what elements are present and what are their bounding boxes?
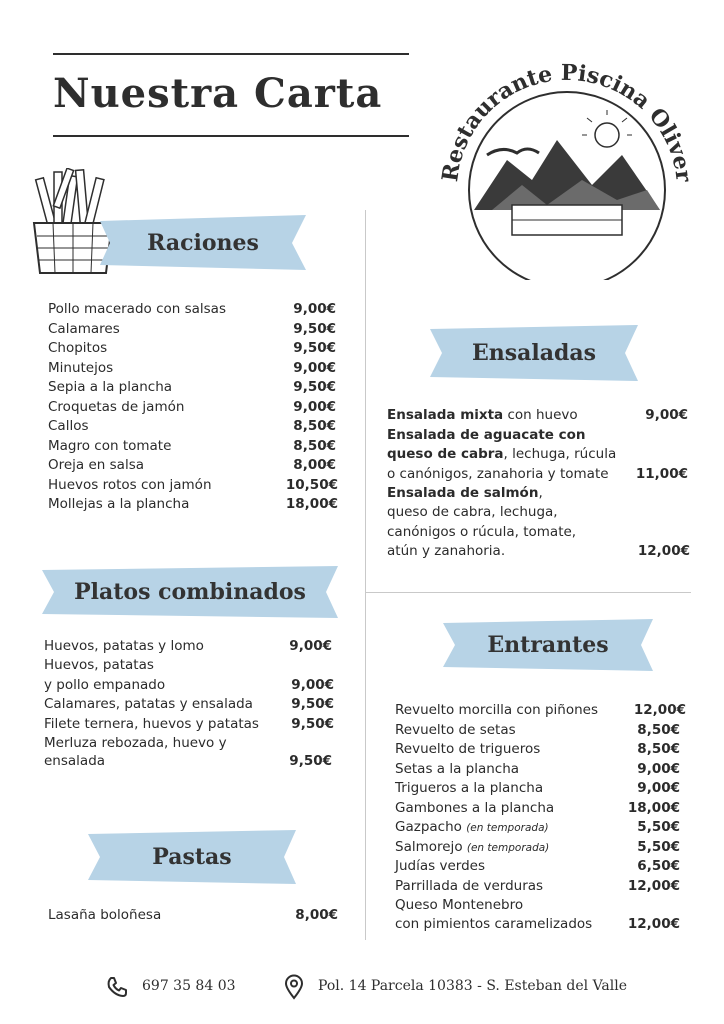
restaurant-logo xyxy=(432,40,702,280)
menu-item: Croquetas de jamón xyxy=(48,398,185,415)
item-name-rest: con huevo xyxy=(503,407,578,423)
menu-item: Lasaña boloñesa xyxy=(48,907,162,923)
item-name-bold: Ensalada de salmón xyxy=(387,485,539,501)
menu-item-price: 8,50€ xyxy=(637,722,680,738)
menu-item: con pimientos caramelizados xyxy=(395,916,593,932)
raciones-banner xyxy=(100,215,306,270)
entrantes-banner xyxy=(443,619,653,671)
menu-item: Huevos, patatas xyxy=(44,657,154,673)
item-note: (en temporada) xyxy=(466,822,549,834)
menu-item-price: 9,50€ xyxy=(293,340,336,356)
menu-item: queso de cabra, lechuga, xyxy=(387,504,558,520)
menu-item: ensalada xyxy=(44,753,106,769)
item-note: (en temporada) xyxy=(466,842,550,854)
menu-item: Mollejas a la plancha xyxy=(48,496,190,512)
menu-item-price: 9,50€ xyxy=(293,320,336,337)
menu-item-price: 9,00€ xyxy=(637,761,680,777)
menu-item-price: 18,00€ xyxy=(627,800,680,816)
menu-item-price: 8,50€ xyxy=(637,741,680,757)
menu-item: Ensalada de aguacate con xyxy=(387,427,586,443)
menu-item-price: 12,00€ xyxy=(637,543,690,559)
menu-item-price: 8,50€ xyxy=(293,418,336,434)
title-rule-bottom xyxy=(53,135,409,137)
menu-item: Revuelto de trigueros xyxy=(395,741,541,757)
menu-item-price: 5,50€ xyxy=(637,839,680,855)
menu-item-price: 9,50€ xyxy=(289,753,332,769)
menu-item-price: 8,00€ xyxy=(295,907,338,923)
menu-item: o canónigos, zanahoria y tomate xyxy=(387,466,609,482)
menu-item: Huevos, patatas y lomo xyxy=(44,638,204,654)
menu-item-price: 9,00€ xyxy=(637,780,680,796)
pastas-banner xyxy=(88,830,296,884)
section-divider xyxy=(365,592,691,593)
item-name-rest: , xyxy=(538,485,543,501)
menu-item xyxy=(387,484,543,504)
menu-item: Calamares, patatas y ensalada xyxy=(44,696,253,712)
menu-item: Calamares xyxy=(48,320,120,337)
menu-item-price: 9,00€ xyxy=(289,638,332,654)
menu-item: Judías verdes xyxy=(395,858,485,874)
footer-phone[interactable]: 697 35 84 03 xyxy=(142,978,236,994)
column-divider xyxy=(365,210,366,940)
menu-item-price: 10,50€ xyxy=(285,476,338,493)
item-name-bold: queso de cabra xyxy=(387,446,504,462)
raciones-title: Raciones xyxy=(147,229,259,256)
menu-item-price: 18,00€ xyxy=(285,496,338,512)
menu-item: Magro con tomate xyxy=(48,437,172,454)
footer-address: Pol. 14 Parcela 10383 - S. Esteban del Valle xyxy=(318,978,627,994)
pastas-title: Pastas xyxy=(152,844,232,870)
ensaladas-title: Ensaladas xyxy=(471,340,597,366)
menu-item: Gambones a la plancha xyxy=(395,800,555,816)
menu-item xyxy=(395,818,549,839)
menu-item: Revuelto morcilla con piñones xyxy=(395,702,598,718)
menu-item: Trigueros a la plancha xyxy=(395,780,544,796)
menu-item-price: 8,00€ xyxy=(293,457,336,473)
menu-item: Pollo macerado con salsas xyxy=(48,301,226,317)
menu-item: Sepia a la plancha xyxy=(48,379,173,395)
menu-item xyxy=(395,838,549,859)
menu-item: canónigos o rúcula, tomate, xyxy=(387,524,577,540)
menu-item-price: 5,50€ xyxy=(637,819,680,835)
menu-item: Oreja en salsa xyxy=(48,457,145,473)
platos-title: Platos combinados xyxy=(74,579,306,605)
platos-banner xyxy=(42,566,338,618)
ensaladas-banner xyxy=(430,325,638,381)
item-name: Salmorejo xyxy=(395,839,467,855)
menu-item-price: 9,50€ xyxy=(291,716,334,732)
menu-item: Minutejos xyxy=(48,359,114,376)
menu-item-price: 11,00€ xyxy=(635,466,688,482)
menu-item: y pollo empanado xyxy=(44,677,166,693)
phone-icon xyxy=(105,975,129,999)
menu-item: Merluza rebozada, huevo y xyxy=(44,735,227,751)
item-name-rest: , lechuga, rúcula xyxy=(503,446,617,462)
menu-item-price: 9,00€ xyxy=(645,407,688,423)
menu-item-price: 12,00€ xyxy=(633,702,686,718)
menu-item-price: 9,00€ xyxy=(291,677,334,693)
entrantes-title: Entrantes xyxy=(487,632,609,658)
page-title: Nuestra Carta xyxy=(53,70,383,117)
menu-item-price: 9,50€ xyxy=(291,696,334,712)
menu-item: Callos xyxy=(48,418,89,434)
menu-item xyxy=(387,406,578,426)
menu-item xyxy=(387,445,616,465)
menu-item: Queso Montenebro xyxy=(395,897,524,913)
menu-item: Parrillada de verduras xyxy=(395,878,544,894)
menu-item: Filete ternera, huevos y patatas xyxy=(44,716,259,732)
location-pin-icon xyxy=(283,974,305,1000)
menu-item: Setas a la plancha xyxy=(395,761,520,777)
menu-item: Revuelto de setas xyxy=(395,722,516,738)
logo-name: Restaurante Piscina Oliver xyxy=(437,59,697,184)
menu-item-price: 9,00€ xyxy=(293,301,336,317)
menu-item-price: 9,00€ xyxy=(293,398,336,415)
menu-item-price: 8,50€ xyxy=(293,437,336,454)
menu-item-price: 12,00€ xyxy=(627,878,680,894)
menu-item-price: 9,00€ xyxy=(293,359,336,376)
item-name-bold: Ensalada mixta xyxy=(387,407,504,423)
menu-item: Chopitos xyxy=(48,340,108,356)
menu-item-price: 6,50€ xyxy=(637,858,680,874)
item-name: Gazpacho xyxy=(395,819,467,835)
title-rule-top xyxy=(53,53,409,55)
menu-item-price: 9,50€ xyxy=(293,379,336,395)
menu-item-price: 12,00€ xyxy=(627,916,680,932)
menu-item: Huevos rotos con jamón xyxy=(48,476,212,493)
menu-item: atún y zanahoria. xyxy=(387,543,506,559)
